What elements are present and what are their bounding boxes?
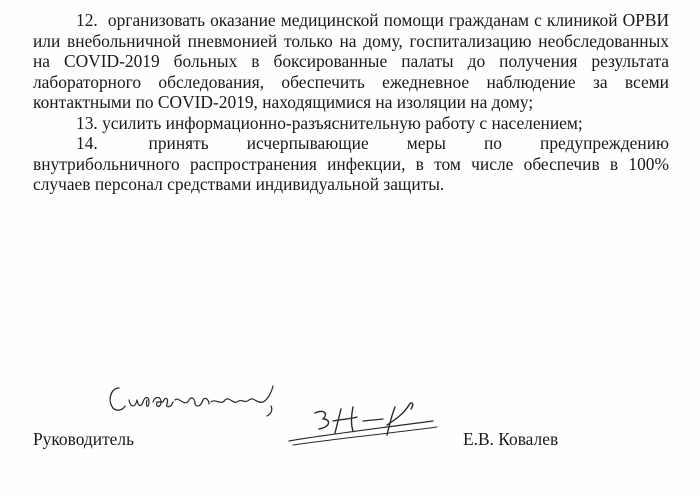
document-body — [33, 10, 669, 195]
paragraph-item-12: 12. организовать оказание медицинской помощи гражданам с клиникой ОРВИ или внебольничной пневмонией только на дому, госпитализацию необследованных на COVID-2019 больных в боксированные палаты до получения результата лабораторного обследования, обеспечить ежедневное наблюдение за всеми контактными по COVID-2019, находящимися на изоляции на дому; — [33, 10, 669, 112]
paragraph-item-13: 13. усилить информационно-разъяснительную работу с населением; — [76, 112, 583, 133]
paragraph-item-14: 14. принять исчерпывающие меры по предупреждению внутрибольничного распространения инфекции, в том числе обеспечив в 100% случаев персонал средствами индивидуальной защиты. — [33, 133, 669, 194]
signatory-role: Руководитель — [33, 429, 134, 449]
handwritten-signoff — [105, 378, 285, 418]
signatory-name: Е.В. Ковалев — [463, 429, 559, 449]
signature — [283, 395, 443, 453]
